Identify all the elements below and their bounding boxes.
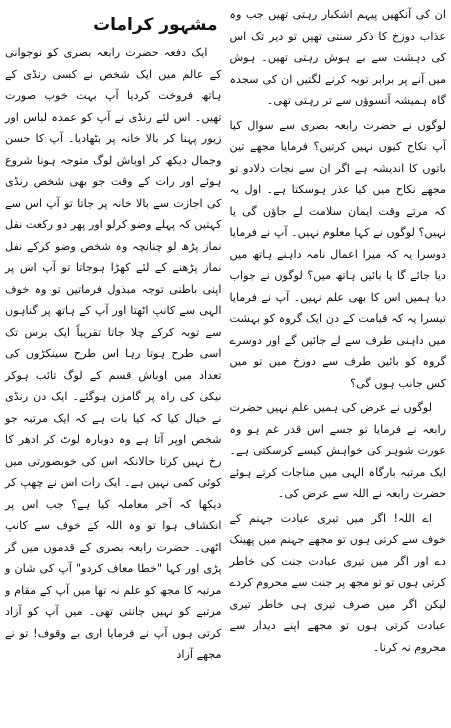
- left-column: [5, 4, 222, 728]
- paragraph: لوگوں نے عرض کی ہمیں علم نہیں حضرت رابعہ نے فرمایا تو جسے اس قدر غم ہو وہ عورت شوہر کی خواہش کیسے کرسکتی ہے۔ ایک مرتبہ بارگاہ الہی میں مناجات کرتے ہوئے حضرت رابعہ نے اللہ سے عرض کی۔: [229, 401, 446, 500]
- section-title: مشہور کرامات: [93, 15, 218, 35]
- paragraph: اے اللہ! اگر میں تیری عبادت جہنم کے خوف سے کرتی ہوں تو مجھے جہنم میں پھینک دے اور اگر میں تیری عبادت جنت کی خاطر کرتی ہوں تو تو مجھ پر جنت سے محروم کردے لیکن اگر میں صرف تیری ہی خاطر تیری عبادت کرتی ہوں تو مجھے اپنے دیدار سے محروم نہ کرنا۔: [229, 511, 446, 654]
- paragraph: ایک دفعہ حضرت رابعہ بصری کو نوجوانی کے عالم میں ایک شخص نے کسی رنڈی کے ہاتھ فروخت کردیا آپ بہت خوب صورت تھیں۔ اس لئے رنڈی نے آپ کو عمدہ لباس اور زیور پہنا کر بالا خانہ پر بٹھادیا۔ آپ کا حسن وجمال دیکھ کر اوباش لوگ متوجہ ہونا شروع ہوئے اور رات کے وقت جو بھی شخص رنڈی کی اجازت سے بالا خانہ پر جاتا تو آپ اس سے کہتیں کہ پہلے وضو کرلو اور پھر دو رکعت نفل نماز پڑھ لو چنانچہ وہ شخص وضو کرکے نفل نماز پڑھنے کے لئے کھڑا ہوجاتا تو آپ اس پر اپنی باطنی توجہ مبذول فرماتیں تو وہ خوف الہی سے کانپ اٹھتا اور آپ کے ہاتھ پر گناہوں سے توبہ کرکے چلا جاتا تقریباً ایک برس تک اسی طرح ہوتا رہا اس طرح سینکڑوں کی تعداد میں اوباش قسم کے لوگ تائب ہوکر نیکی کی راہ پر گامزن ہوگئے۔ ایک دن رنڈی نے خیال کیا کہ کیا بات ہے کہ ایک مرتبہ جو شخص اوپر آتا ہے وہ دوبارہ لوٹ کر ادھر کا رخ نہیں کرتا حالانکہ اس کی خوبصورتی میں کوئی کمی نہیں ہے۔ ایک رات اس نے چھپ کر دیکھا کہ آخر معاملہ کیا ہے؟ جب اس پر انکشاف ہوا تو وہ اللہ کے خوف سے کانپ اٹھی۔ حضرت رابعہ بصری کے قدموں میں گر پڑی اور کہا "خطا معاف کردو" آپ کی شان و مرتبہ کا مجھ کو علم نہ تھا میں آپ کے مقام و مرتبے کو نہیں جانتی تھی۔ میں آپ کو آزاد کرتی ہوں آپ نے فرمایا اری بے وقوف! تو نے مجھے آزاد: [5, 46, 222, 661]
- right-column: [230, 4, 447, 728]
- paragraph: ان کی آنکھیں پیہم اشکبار رہتی تھیں جب وہ عذاب دوزخ کا ذکر سنتی تھیں تو دیر تک اس کی دہشت سے بے ہوش رہتی تھیں۔ ہوش میں آنے پر برابر توبہ کرنے لگتیں ان کی سجدہ گاہ ہمیشہ آنسوؤں سے تر رہتی تھی۔: [229, 8, 446, 107]
- paragraph: لوگوں نے حضرت رابعہ بصری سے سوال کیا آپ نکاح کیوں نہیں کرتیں؟ فرمایا مجھے تین باتوں کا اندیشہ ہے اگر ان سے نجات دلادو تو مجھے نکاح میں کیا عذر ہوسکتا ہے۔ اول یہ کہ مرتے وقت ایمان سلامت لے جاؤں گی یا نہیں؟ لوگوں نے کہا معلوم نہیں۔ آپ نے فرمایا دوسرا یہ کہ میرا اعمال نامہ داہنے ہاتھ میں دیا جائے گا یا بائیں ہاتھ میں؟ لوگوں نے جواب دیا ہمیں اس کا بھی علم نہیں۔ آپ نے فرمایا تیسرا یہ کہ قیامت کے دن ایک گروہ کو بہشت میں داہنی طرف سے لے جائیں گے اور دوسرے گروہ کو بائیں طرف سے دوزخ میں تو میں کس جانب ہوں گی؟: [229, 118, 446, 390]
